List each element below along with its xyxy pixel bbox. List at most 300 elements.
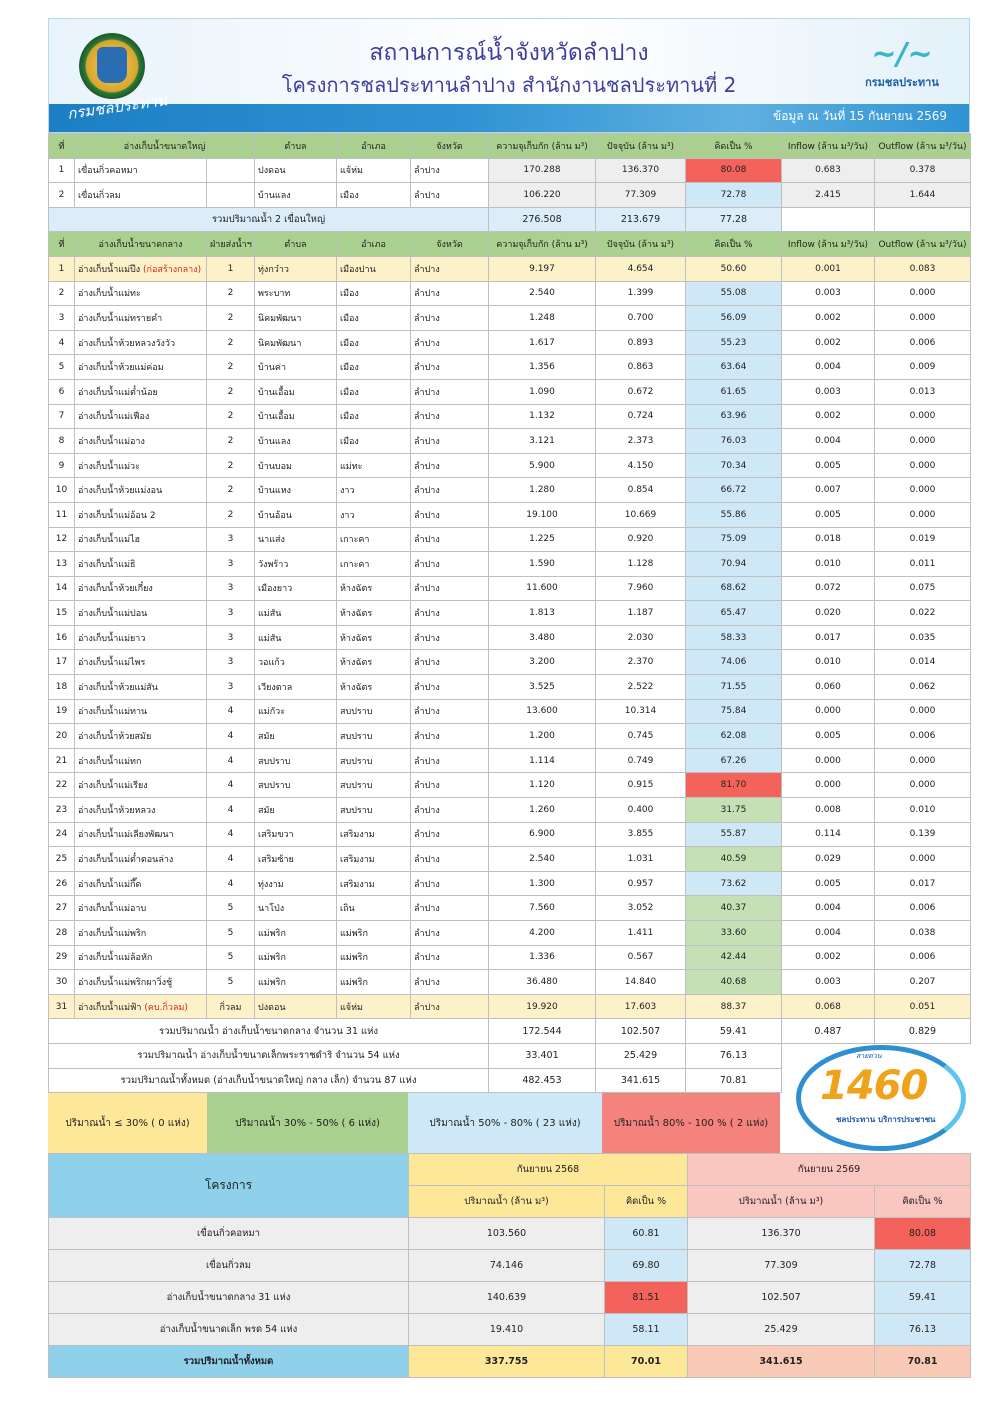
tambon: ปงดอน xyxy=(255,994,337,1019)
col-header: อำเภอ xyxy=(337,134,411,159)
province: ลำปาง xyxy=(411,552,489,577)
irrigation-unit: 4 xyxy=(207,699,255,724)
reservoir-name-cell xyxy=(75,724,207,749)
row-no: 5 xyxy=(49,355,75,380)
reservoir-name: อ่างเก็บน้ำแม่ทก xyxy=(78,756,142,767)
current: 0.893 xyxy=(596,330,686,355)
irrigation-unit: 4 xyxy=(207,847,255,872)
province: ลำปาง xyxy=(411,871,489,896)
inflow: 0.002 xyxy=(782,330,875,355)
percent: 67.26 xyxy=(686,748,782,773)
inflow: 0.017 xyxy=(782,625,875,650)
col-header: คิดเป็น % xyxy=(686,134,782,159)
percent: 74.06 xyxy=(686,650,782,675)
reservoir-name-cell xyxy=(75,355,207,380)
reservoir-name: อ่างเก็บน้ำแม่พริก xyxy=(78,928,147,939)
capacity: 1.356 xyxy=(489,355,596,380)
percent: 72.78 xyxy=(686,183,782,208)
reservoir-name: อ่างเก็บน้ำแม่เฟือง xyxy=(78,412,150,423)
col-header: ปัจจุบัน (ล้าน ม³) xyxy=(596,134,686,159)
report-header xyxy=(48,18,970,133)
reservoir-name: อ่างเก็บน้ำแม่อ้อน 2 xyxy=(78,510,156,521)
amphoe: เสริมงาม xyxy=(337,822,411,847)
percent: 71.55 xyxy=(686,675,782,700)
summary-label: รวมปริมาณน้ำทั้งหมด (อ่างเก็บน้ำขนาดใหญ่ กลาง เล็ก) จำนวน 87 แห่ง xyxy=(49,1068,489,1093)
col-header: ตำบล xyxy=(255,134,337,159)
reservoir-name: อ่างเก็บน้ำแม่วะ xyxy=(78,461,140,472)
current: 10.669 xyxy=(596,502,686,527)
outflow: 0.011 xyxy=(875,552,971,577)
percent: 75.84 xyxy=(686,699,782,724)
summary-capacity: 33.401 xyxy=(489,1043,596,1068)
outflow: 0.051 xyxy=(875,994,971,1019)
cmp-a-pct: 60.81 xyxy=(605,1218,688,1250)
summary-current: 102.507 xyxy=(596,1019,686,1044)
legend-mid-low: ปริมาณน้ำ 30% - 50% ( 6 แห่ง) xyxy=(207,1093,408,1153)
reservoir-name-cell xyxy=(75,502,207,527)
percent: 66.72 xyxy=(686,478,782,503)
project-header: โครงการ xyxy=(49,1154,409,1218)
reservoir-name: อ่างเก็บน้ำแม่กึ๊ด xyxy=(78,879,142,890)
outflow: 1.644 xyxy=(875,183,971,208)
outflow: 0.139 xyxy=(875,822,971,847)
reservoir-name-cell xyxy=(75,871,207,896)
outflow: 0.006 xyxy=(875,896,971,921)
current: 0.400 xyxy=(596,798,686,823)
amphoe: สบปราบ xyxy=(337,724,411,749)
inflow: 0.005 xyxy=(782,453,875,478)
col-header: Outflow (ล้าน ม³/วัน) xyxy=(875,134,971,159)
page-title: สถานการณ์น้ำจังหวัดลำปาง xyxy=(369,40,649,66)
year-a-header: กันยายน 2568 xyxy=(409,1154,688,1186)
year-b-header: กันยายน 2569 xyxy=(688,1154,971,1186)
inflow: 0.007 xyxy=(782,478,875,503)
tambon: แม่พริก xyxy=(255,945,337,970)
capacity: 1.200 xyxy=(489,724,596,749)
table-row xyxy=(49,970,971,995)
outflow: 0.009 xyxy=(875,355,971,380)
blank-cell xyxy=(207,158,255,183)
inflow: 0.001 xyxy=(782,256,875,281)
province: ลำปาง xyxy=(411,404,489,429)
row-no: 4 xyxy=(49,330,75,355)
irrigation-unit: 4 xyxy=(207,822,255,847)
current: 4.654 xyxy=(596,256,686,281)
percent: 70.94 xyxy=(686,552,782,577)
reservoir-note: (คบ.กิ่วลม) xyxy=(144,1002,188,1013)
tambon: สบปราบ xyxy=(255,773,337,798)
comparison-row xyxy=(49,1314,971,1346)
capacity: 36.480 xyxy=(489,970,596,995)
province: ลำปาง xyxy=(411,748,489,773)
current: 1.128 xyxy=(596,552,686,577)
table-row xyxy=(49,921,971,946)
province: ลำปาง xyxy=(411,158,489,183)
row-no: 15 xyxy=(49,601,75,626)
row-no: 10 xyxy=(49,478,75,503)
row-no: 12 xyxy=(49,527,75,552)
percent: 81.70 xyxy=(686,773,782,798)
reservoir-name: อ่างเก็บน้ำแม่อาง xyxy=(78,436,145,447)
legend-mid-high: ปริมาณน้ำ 50% - 80% ( 23 แห่ง) xyxy=(408,1093,602,1153)
cmp-b-vol: 102.507 xyxy=(688,1282,875,1314)
province: ลำปาง xyxy=(411,502,489,527)
outflow: 0.000 xyxy=(875,453,971,478)
irrigation-unit: 5 xyxy=(207,970,255,995)
amphoe: เมือง xyxy=(337,379,411,404)
reservoir-name: อ่างเก็บน้ำแม่ต๋ำน้อย xyxy=(78,387,158,398)
reservoir-name-cell xyxy=(75,798,207,823)
tambon: บ้านแลง xyxy=(255,429,337,454)
current: 1.187 xyxy=(596,601,686,626)
reservoir-name: อ่างเก็บน้ำห้วยหลวงวังวัว xyxy=(78,338,176,349)
outflow: 0.022 xyxy=(875,601,971,626)
cmp-total-label: รวมปริมาณน้ำทั้งหมด xyxy=(49,1346,409,1378)
percent: 55.08 xyxy=(686,281,782,306)
current: 0.672 xyxy=(596,379,686,404)
row-no: 22 xyxy=(49,773,75,798)
inflow: 0.004 xyxy=(782,355,875,380)
reservoir-name: อ่างเก็บน้ำแม่เลียงพัฒนา xyxy=(78,830,174,841)
col-header: ตำบล xyxy=(255,232,337,257)
table-row xyxy=(49,502,971,527)
table-row xyxy=(49,699,971,724)
reservoir-name-cell xyxy=(75,453,207,478)
capacity: 2.540 xyxy=(489,281,596,306)
tambon: บ้านเอื้อม xyxy=(255,379,337,404)
tambon: เสริมซ้าย xyxy=(255,847,337,872)
col-header: คิดเป็น % xyxy=(686,232,782,257)
inflow: 0.000 xyxy=(782,699,875,724)
legend-low: ปริมาณน้ำ ≤ 30% ( 0 แห่ง) xyxy=(48,1093,207,1153)
inflow: 0.010 xyxy=(782,650,875,675)
reservoir-name-cell xyxy=(75,994,207,1019)
percent: 58.33 xyxy=(686,625,782,650)
large-total-row xyxy=(49,207,971,232)
percent: 42.44 xyxy=(686,945,782,970)
capacity: 3.525 xyxy=(489,675,596,700)
percent: 55.87 xyxy=(686,822,782,847)
col-header: ที่ xyxy=(49,232,75,257)
irrigation-unit: 1 xyxy=(207,256,255,281)
capacity: 1.260 xyxy=(489,798,596,823)
tambon: นาแส่ง xyxy=(255,527,337,552)
outflow: 0.006 xyxy=(875,724,971,749)
amphoe: เมือง xyxy=(337,355,411,380)
year-a-vol-header: ปริมาณน้ำ (ล้าน ม³) xyxy=(409,1186,605,1218)
row-no: 20 xyxy=(49,724,75,749)
blank-cell xyxy=(207,183,255,208)
inflow: 0.005 xyxy=(782,502,875,527)
col-header: ฝ่ายส่งน้ำฯ xyxy=(207,232,255,257)
inflow: 0.005 xyxy=(782,724,875,749)
current: 3.855 xyxy=(596,822,686,847)
table-row xyxy=(49,896,971,921)
hotline-badge xyxy=(786,1035,968,1151)
inflow: 0.018 xyxy=(782,527,875,552)
capacity: 1.813 xyxy=(489,601,596,626)
table-row xyxy=(49,994,971,1019)
tambon: วังพร้าว xyxy=(255,552,337,577)
tambon: ทุ่งงาม xyxy=(255,871,337,896)
col-header: อ่างเก็บน้ำขนาดกลาง xyxy=(75,232,207,257)
percent: 33.60 xyxy=(686,921,782,946)
table-row xyxy=(49,822,971,847)
irrigation-unit: 3 xyxy=(207,576,255,601)
percent: 55.86 xyxy=(686,502,782,527)
table-row xyxy=(49,379,971,404)
table-row xyxy=(49,355,971,380)
table-row xyxy=(49,650,971,675)
cmp-a-pct: 81.51 xyxy=(605,1282,688,1314)
row-no: 16 xyxy=(49,625,75,650)
percent: 75.09 xyxy=(686,527,782,552)
province: ลำปาง xyxy=(411,896,489,921)
tambon: เสริมขวา xyxy=(255,822,337,847)
table-row xyxy=(49,748,971,773)
tambon: นิคมพัฒนา xyxy=(255,306,337,331)
cmp-total-a-pct: 70.01 xyxy=(605,1346,688,1378)
irrigation-unit: 3 xyxy=(207,650,255,675)
cmp-a-vol: 103.560 xyxy=(409,1218,605,1250)
row-no: 11 xyxy=(49,502,75,527)
reservoir-name-cell xyxy=(75,404,207,429)
province: ลำปาง xyxy=(411,330,489,355)
table-row xyxy=(49,552,971,577)
amphoe: งาว xyxy=(337,502,411,527)
outflow: 0.207 xyxy=(875,970,971,995)
reservoir-name: เขื่อนกิ่วลม xyxy=(75,183,207,208)
hotline-caption: ชลประทาน บริการประชาชน xyxy=(836,1115,936,1125)
row-no: 17 xyxy=(49,650,75,675)
irrigation-unit: 2 xyxy=(207,429,255,454)
capacity: 19.920 xyxy=(489,994,596,1019)
reservoir-name-cell xyxy=(75,896,207,921)
current: 4.150 xyxy=(596,453,686,478)
irrigation-unit: 2 xyxy=(207,281,255,306)
capacity: 1.120 xyxy=(489,773,596,798)
inflow: 0.002 xyxy=(782,404,875,429)
amphoe: แม่พริก xyxy=(337,945,411,970)
table-row xyxy=(49,724,971,749)
outflow: 0.000 xyxy=(875,699,971,724)
current: 0.724 xyxy=(596,404,686,429)
province: ลำปาง xyxy=(411,281,489,306)
province: ลำปาง xyxy=(411,822,489,847)
tambon: สมัย xyxy=(255,798,337,823)
reservoir-name-cell xyxy=(75,330,207,355)
current: 0.915 xyxy=(596,773,686,798)
col-header: Inflow (ล้าน ม³/วัน) xyxy=(782,134,875,159)
reservoir-table xyxy=(48,133,971,1093)
row-no: 6 xyxy=(49,379,75,404)
reservoir-name-cell xyxy=(75,748,207,773)
large-total-capacity: 276.508 xyxy=(489,207,596,232)
cmp-a-pct: 58.11 xyxy=(605,1314,688,1346)
tambon: แม่กัวะ xyxy=(255,699,337,724)
row-no: 13 xyxy=(49,552,75,577)
outflow: 0.000 xyxy=(875,306,971,331)
inflow: 0.683 xyxy=(782,158,875,183)
col-no: ที่ xyxy=(49,134,75,159)
department-label: กรมชลประทาน xyxy=(66,91,169,124)
percent: 63.96 xyxy=(686,404,782,429)
summary-label: รวมปริมาณน้ำ อ่างเก็บน้ำขนาดกลาง จำนวน 31 แห่ง xyxy=(49,1019,489,1044)
current: 0.957 xyxy=(596,871,686,896)
outflow: 0.000 xyxy=(875,748,971,773)
capacity: 9.197 xyxy=(489,256,596,281)
outflow: 0.062 xyxy=(875,675,971,700)
current: 136.370 xyxy=(596,158,686,183)
row-no: 31 xyxy=(49,994,75,1019)
province: ลำปาง xyxy=(411,921,489,946)
percent: 70.34 xyxy=(686,453,782,478)
irrigation-unit: 5 xyxy=(207,921,255,946)
province: ลำปาง xyxy=(411,650,489,675)
capacity: 6.900 xyxy=(489,822,596,847)
reservoir-name: เขื่อนกิ่วคอหมา xyxy=(75,158,207,183)
inflow: 0.002 xyxy=(782,945,875,970)
summary-capacity: 172.544 xyxy=(489,1019,596,1044)
irrigation-unit: 3 xyxy=(207,625,255,650)
cmp-b-pct: 80.08 xyxy=(875,1218,971,1250)
cmp-name: อ่างเก็บน้ำขนาดเล็ก พรด 54 แห่ง xyxy=(49,1314,409,1346)
outflow: 0.006 xyxy=(875,945,971,970)
capacity: 11.600 xyxy=(489,576,596,601)
province: ลำปาง xyxy=(411,945,489,970)
comparison-table xyxy=(48,1153,971,1378)
irrigation-unit: 4 xyxy=(207,798,255,823)
row-no: 2 xyxy=(49,183,75,208)
reservoir-name: อ่างเก็บน้ำแม่ต๋ำตอนล่าง xyxy=(78,855,174,866)
large-total-label: รวมปริมาณน้ำ 2 เขื่อนใหญ่ xyxy=(49,207,489,232)
cmp-a-vol: 74.146 xyxy=(409,1250,605,1282)
current: 0.700 xyxy=(596,306,686,331)
outflow: 0.038 xyxy=(875,921,971,946)
comparison-row xyxy=(49,1250,971,1282)
inflow: 0.010 xyxy=(782,552,875,577)
inflow: 0.072 xyxy=(782,576,875,601)
rid-logo-text: กรมชลประทาน xyxy=(865,76,939,89)
percent: 40.59 xyxy=(686,847,782,872)
capacity: 13.600 xyxy=(489,699,596,724)
amphoe: งาว xyxy=(337,478,411,503)
percent: 80.08 xyxy=(686,158,782,183)
reservoir-name-cell xyxy=(75,650,207,675)
tambon: แม่พริก xyxy=(255,970,337,995)
reservoir-name: อ่างเก็บน้ำแม่อาบ xyxy=(78,904,147,915)
irrigation-unit: 3 xyxy=(207,675,255,700)
current: 2.370 xyxy=(596,650,686,675)
row-no: 19 xyxy=(49,699,75,724)
outflow: 0.075 xyxy=(875,576,971,601)
reservoir-name: อ่างเก็บน้ำแม่ไฮ xyxy=(78,535,141,546)
percent: 56.09 xyxy=(686,306,782,331)
irrigation-unit: 2 xyxy=(207,478,255,503)
inflow: 0.029 xyxy=(782,847,875,872)
reservoir-name: อ่างเก็บน้ำแม่ทาน xyxy=(78,707,148,718)
inflow: 0.002 xyxy=(782,306,875,331)
province: ลำปาง xyxy=(411,183,489,208)
reservoir-name-cell xyxy=(75,527,207,552)
row-no: 14 xyxy=(49,576,75,601)
capacity: 7.560 xyxy=(489,896,596,921)
amphoe: ห้างฉัตร xyxy=(337,650,411,675)
tambon: นิคมพัฒนา xyxy=(255,330,337,355)
capacity: 106.220 xyxy=(489,183,596,208)
reservoir-name-cell xyxy=(75,306,207,331)
tambon: สมัย xyxy=(255,724,337,749)
cmp-b-pct: 59.41 xyxy=(875,1282,971,1314)
current: 77.309 xyxy=(596,183,686,208)
amphoe: เมือง xyxy=(337,404,411,429)
percent: 50.60 xyxy=(686,256,782,281)
amphoe: เถิน xyxy=(337,896,411,921)
reservoir-name: อ่างเก็บน้ำแม่ปึง xyxy=(78,264,141,275)
reservoir-name: อ่างเก็บน้ำแม่ฟ้า xyxy=(78,1002,142,1013)
row-no: 29 xyxy=(49,945,75,970)
inflow: 0.003 xyxy=(782,379,875,404)
tambon: เวียงตาล xyxy=(255,675,337,700)
province: ลำปาง xyxy=(411,256,489,281)
irrigation-unit: กิ่วลม xyxy=(207,994,255,1019)
reservoir-name: อ่างเก็บน้ำแม่ยาว xyxy=(78,633,146,644)
current: 17.603 xyxy=(596,994,686,1019)
province: ลำปาง xyxy=(411,724,489,749)
summary-capacity: 482.453 xyxy=(489,1068,596,1093)
inflow: 0.005 xyxy=(782,871,875,896)
percent: 73.62 xyxy=(686,871,782,896)
percent: 40.68 xyxy=(686,970,782,995)
blank-cell xyxy=(875,207,971,232)
capacity: 3.121 xyxy=(489,429,596,454)
reservoir-name: อ่างเก็บน้ำห้วยหลวง xyxy=(78,805,156,816)
table-row xyxy=(49,601,971,626)
amphoe: สบปราบ xyxy=(337,773,411,798)
outflow: 0.000 xyxy=(875,429,971,454)
reservoir-name: อ่างเก็บน้ำห้วยสมัย xyxy=(78,732,152,743)
row-no: 1 xyxy=(49,256,75,281)
tambon: สบปราบ xyxy=(255,748,337,773)
province: ลำปาง xyxy=(411,379,489,404)
percent: 62.08 xyxy=(686,724,782,749)
reservoir-name: อ่างเก็บน้ำแม่ปอน xyxy=(78,609,148,620)
table-row xyxy=(49,158,971,183)
row-no: 18 xyxy=(49,675,75,700)
row-no: 7 xyxy=(49,404,75,429)
province: ลำปาง xyxy=(411,355,489,380)
outflow: 0.000 xyxy=(875,281,971,306)
table-row xyxy=(49,945,971,970)
row-no: 2 xyxy=(49,281,75,306)
tambon: เมืองยาว xyxy=(255,576,337,601)
percent: 76.03 xyxy=(686,429,782,454)
province: ลำปาง xyxy=(411,429,489,454)
current: 1.399 xyxy=(596,281,686,306)
as-of-date: ข้อมูล ณ วันที่ 15 กันยายน 2569 xyxy=(772,109,947,123)
table-row xyxy=(49,773,971,798)
reservoir-name: อ่างเก็บน้ำห้วยเกี๋ยง xyxy=(78,584,153,595)
irrigation-unit: 3 xyxy=(207,527,255,552)
row-no: 24 xyxy=(49,822,75,847)
inflow: 0.004 xyxy=(782,921,875,946)
reservoir-name-cell xyxy=(75,478,207,503)
irrigation-unit: 5 xyxy=(207,945,255,970)
reservoir-name-cell xyxy=(75,281,207,306)
capacity: 2.540 xyxy=(489,847,596,872)
capacity: 1.590 xyxy=(489,552,596,577)
outflow: 0.035 xyxy=(875,625,971,650)
